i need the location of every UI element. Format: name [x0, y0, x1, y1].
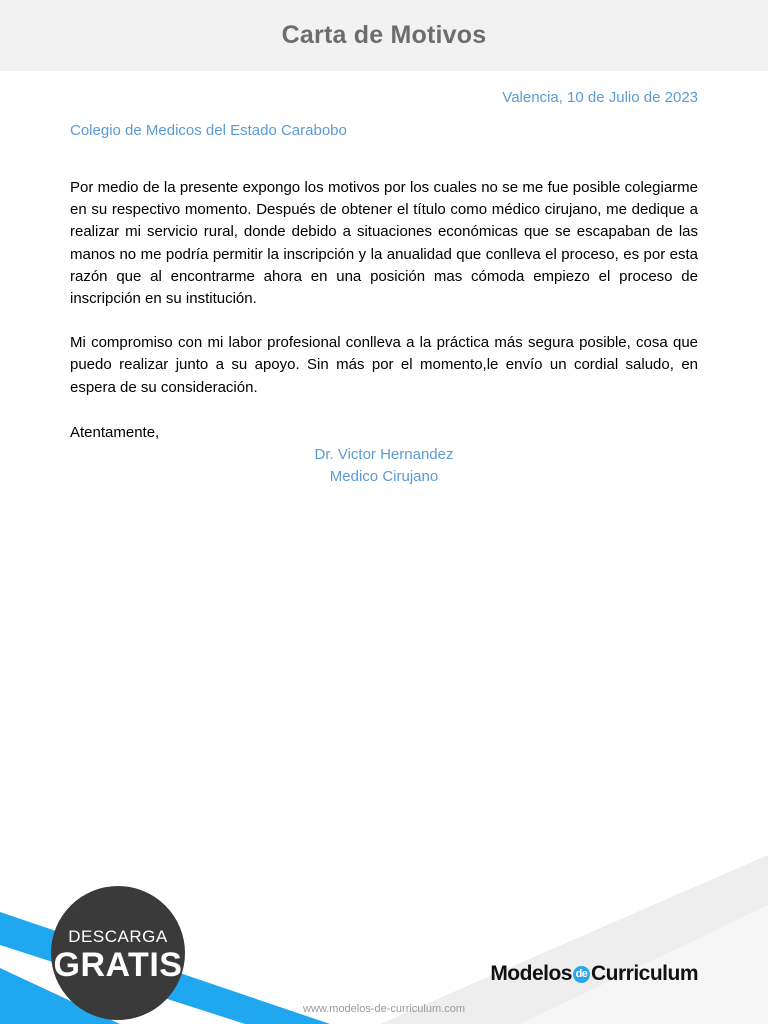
- letter-date: Valencia, 10 de Julio de 2023: [502, 89, 698, 106]
- badge-line1: DESCARGA: [68, 927, 168, 946]
- download-badge[interactable]: [51, 886, 185, 1020]
- signature-name: Dr. Victor Hernandez: [314, 446, 454, 463]
- badge-line2: GRATIS: [53, 946, 183, 984]
- brand-logo: [490, 962, 698, 986]
- website-link[interactable]: www.modelos-de-curriculum.com: [303, 1003, 465, 1015]
- logo-part2: de: [573, 966, 590, 983]
- signature-title: Medico Cirujano: [329, 468, 439, 485]
- logo-part3: Curriculum: [590, 962, 698, 985]
- letter-paragraph: Mi compromiso con mi labor profesional conlleva a la práctica más segura posible, cosa que puedo realizar junto a su apoyo. Sin más por el momento,le envío un cordial saludo, en espera de su consideración.: [70, 334, 698, 396]
- letter-paragraph: Por medio de la presente expongo los motivos por los cuales no se me fue posible colegiarme en su respectivo momento. Después de obtener el título como médico cirujano, me dedique a realizar mi servicio rural, donde debido a situaciones económicas que se escapaban de las manos no me podría permitir la inscripción y la anualidad que conlleva el proceso, es por esta razón que al encontrarme ahora en una posición mas cómoda empiezo el proceso de inscripción en su institución.: [70, 179, 698, 308]
- page-title: Carta de Motivos: [281, 21, 487, 49]
- letter-closing: Atentamente,: [70, 424, 160, 441]
- logo-part1: Modelos: [490, 962, 572, 985]
- letter-recipient: Colegio de Medicos del Estado Carabobo: [70, 122, 347, 139]
